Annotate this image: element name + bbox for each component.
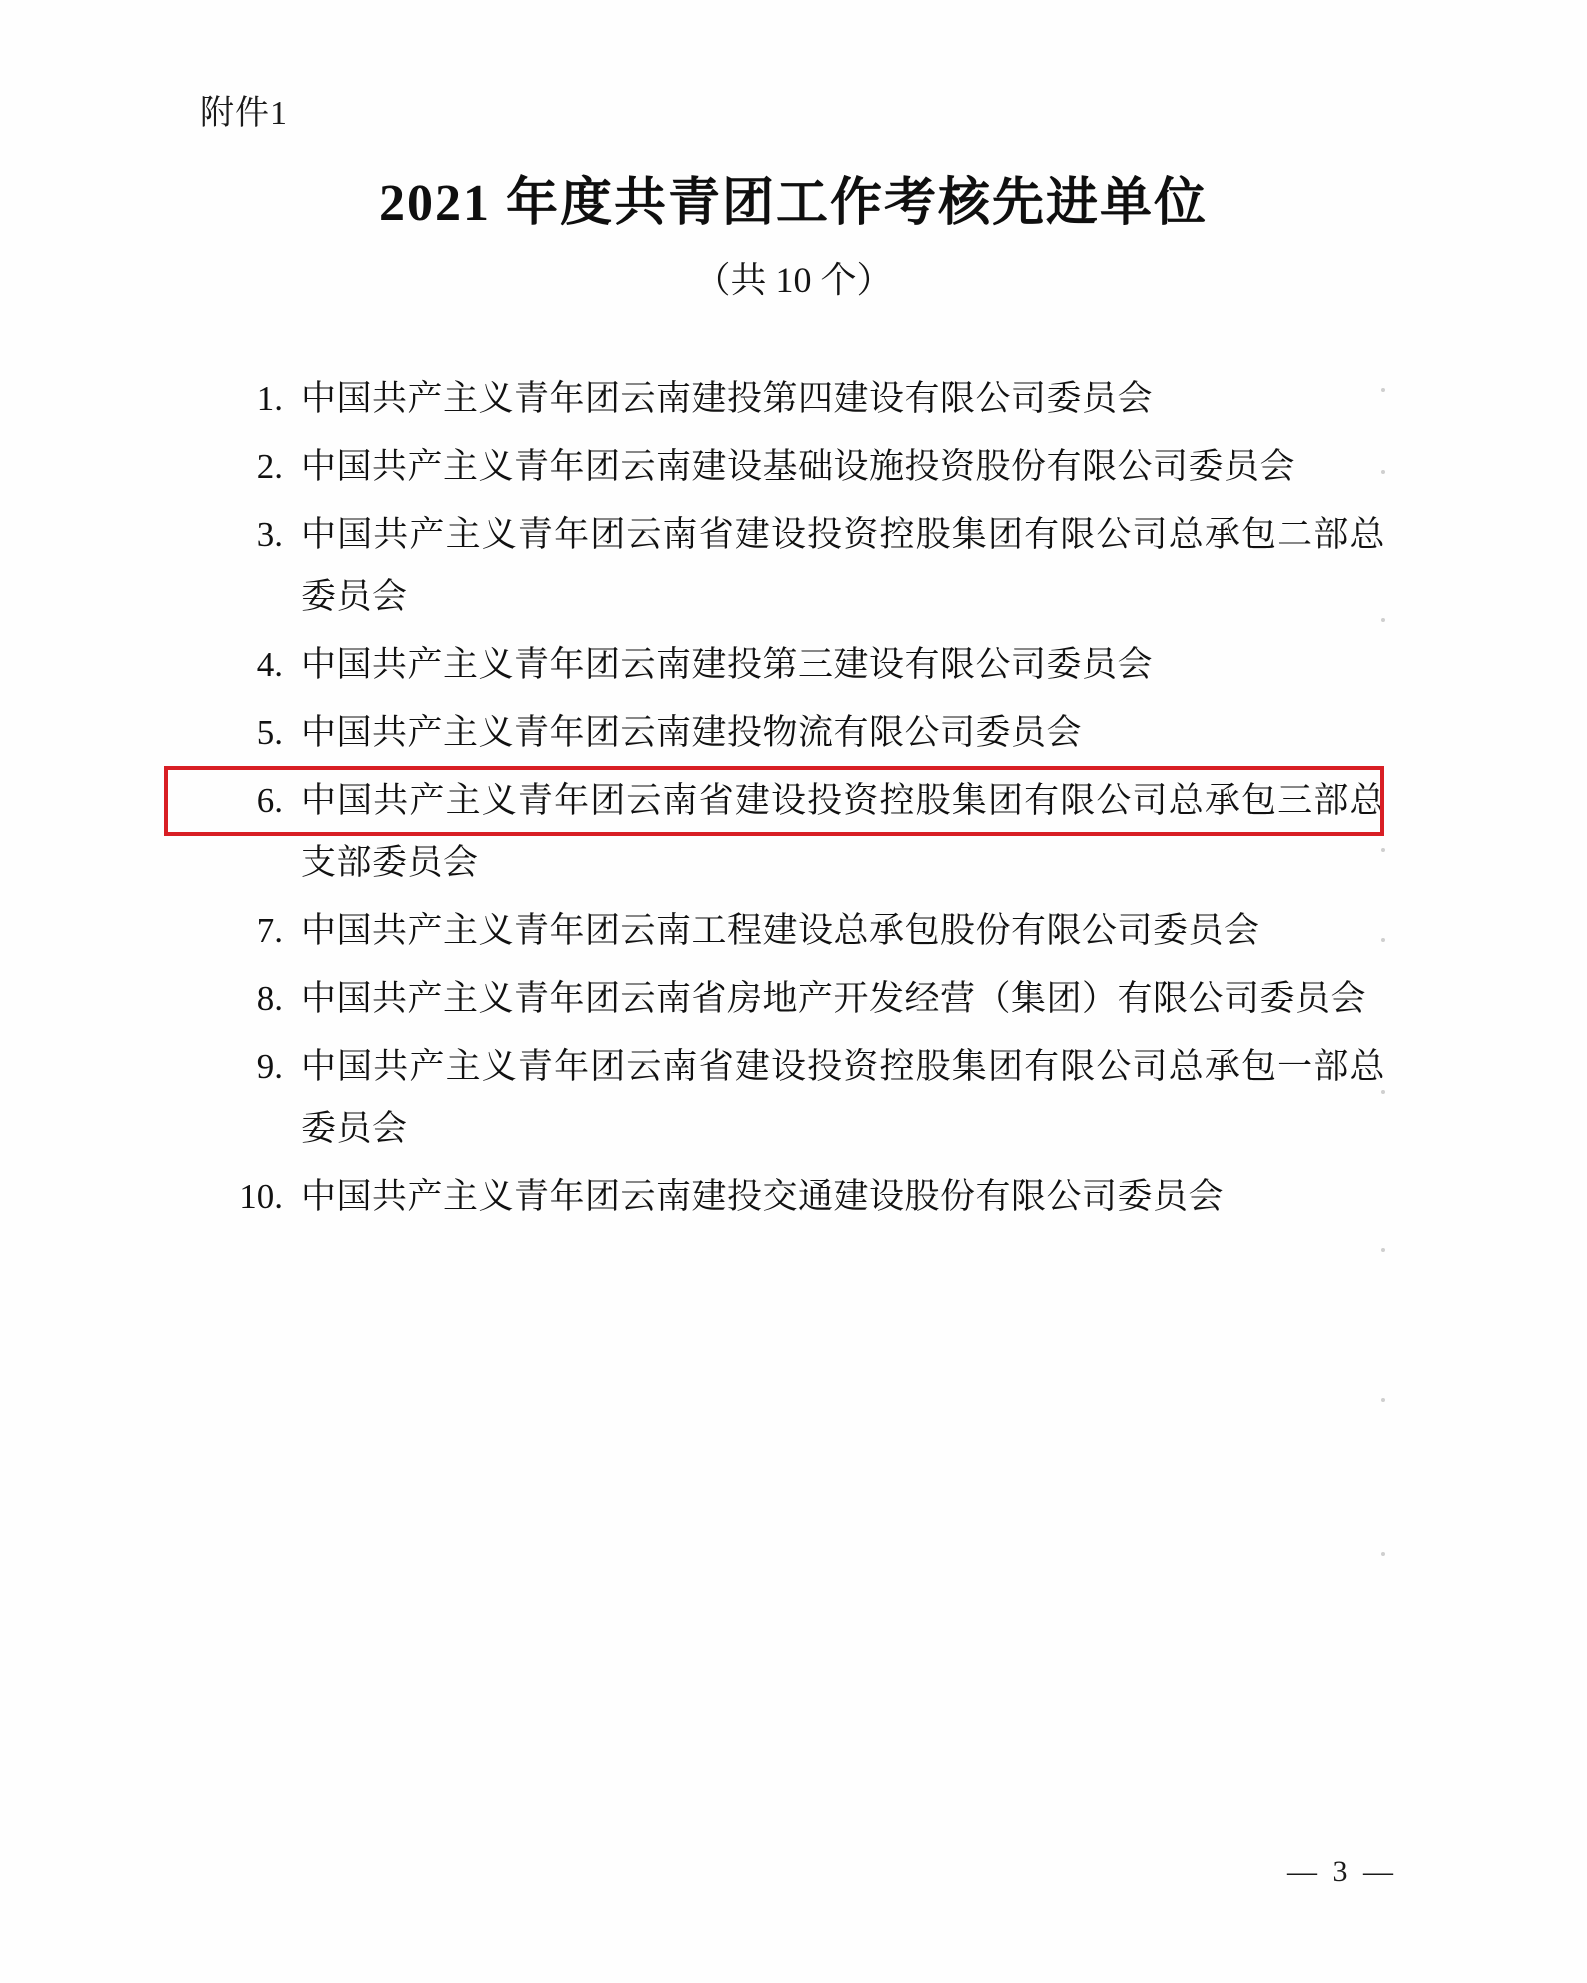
list-item [215, 504, 1385, 628]
scan-speck [1381, 938, 1385, 942]
scan-speck [1381, 470, 1385, 474]
page-title: 2021 年度共青团工作考核先进单位 [378, 175, 1208, 232]
list-item-number: 6. [256, 781, 283, 820]
list-item [215, 900, 1385, 962]
list-item-number: 5. [256, 713, 283, 752]
list-item [215, 702, 1385, 764]
scan-speck [1381, 1398, 1385, 1402]
list-item-number: 3. [256, 515, 283, 554]
list-item-number: 8. [256, 979, 283, 1018]
list-item-label: 中国共产主义青年团云南建投第三建设有限公司委员会 [301, 645, 1154, 684]
unit-list [215, 368, 1385, 1234]
scan-speck [1381, 388, 1385, 392]
list-item-label: 中国共产主义青年团云南省建设投资控股集团有限公司总承包二部总委员会 [301, 515, 1385, 616]
list-item-number: 1. [256, 379, 283, 418]
list-item-highlighted [215, 634, 1385, 696]
list-item-label: 中国共产主义青年团云南工程建设总承包股份有限公司委员会 [301, 911, 1260, 950]
attachment-label: 附件1 [200, 95, 288, 132]
list-item-number: 4. [256, 645, 283, 684]
list-item-label: 中国共产主义青年团云南省房地产开发经营（集团）有限公司委员会 [301, 979, 1367, 1018]
list-item-label: 中国共产主义青年团云南建投交通建设股份有限公司委员会 [301, 1177, 1225, 1216]
list-item-number: 2. [256, 447, 283, 486]
list-item-label: 中国共产主义青年团云南省建设投资控股集团有限公司总承包一部总委员会 [301, 1047, 1385, 1148]
list-item [215, 770, 1385, 894]
scan-speck [1381, 1552, 1385, 1556]
scan-speck [1381, 1248, 1385, 1252]
list-item-number: 9. [256, 1047, 283, 1086]
scan-speck [1381, 618, 1385, 622]
list-item [215, 1036, 1385, 1160]
list-item-number: 7. [256, 911, 283, 950]
list-item-label: 中国共产主义青年团云南建投物流有限公司委员会 [301, 713, 1083, 752]
list-item-label: 中国共产主义青年团云南建投第四建设有限公司委员会 [301, 379, 1154, 418]
scan-speck [1381, 848, 1385, 852]
list-item [215, 968, 1385, 1030]
page-subtitle: （共 10 个） [694, 260, 893, 300]
list-item [215, 1166, 1385, 1228]
list-item [215, 368, 1385, 430]
page-number: — 3 — [1287, 1855, 1397, 1888]
list-item [215, 436, 1385, 498]
list-item-label: 中国共产主义青年团云南建设基础设施投资股份有限公司委员会 [301, 447, 1296, 486]
scan-speck [1381, 1090, 1385, 1094]
list-item-number: 10. [239, 1177, 283, 1216]
list-item-label: 中国共产主义青年团云南省建设投资控股集团有限公司总承包三部总支部委员会 [301, 781, 1385, 882]
